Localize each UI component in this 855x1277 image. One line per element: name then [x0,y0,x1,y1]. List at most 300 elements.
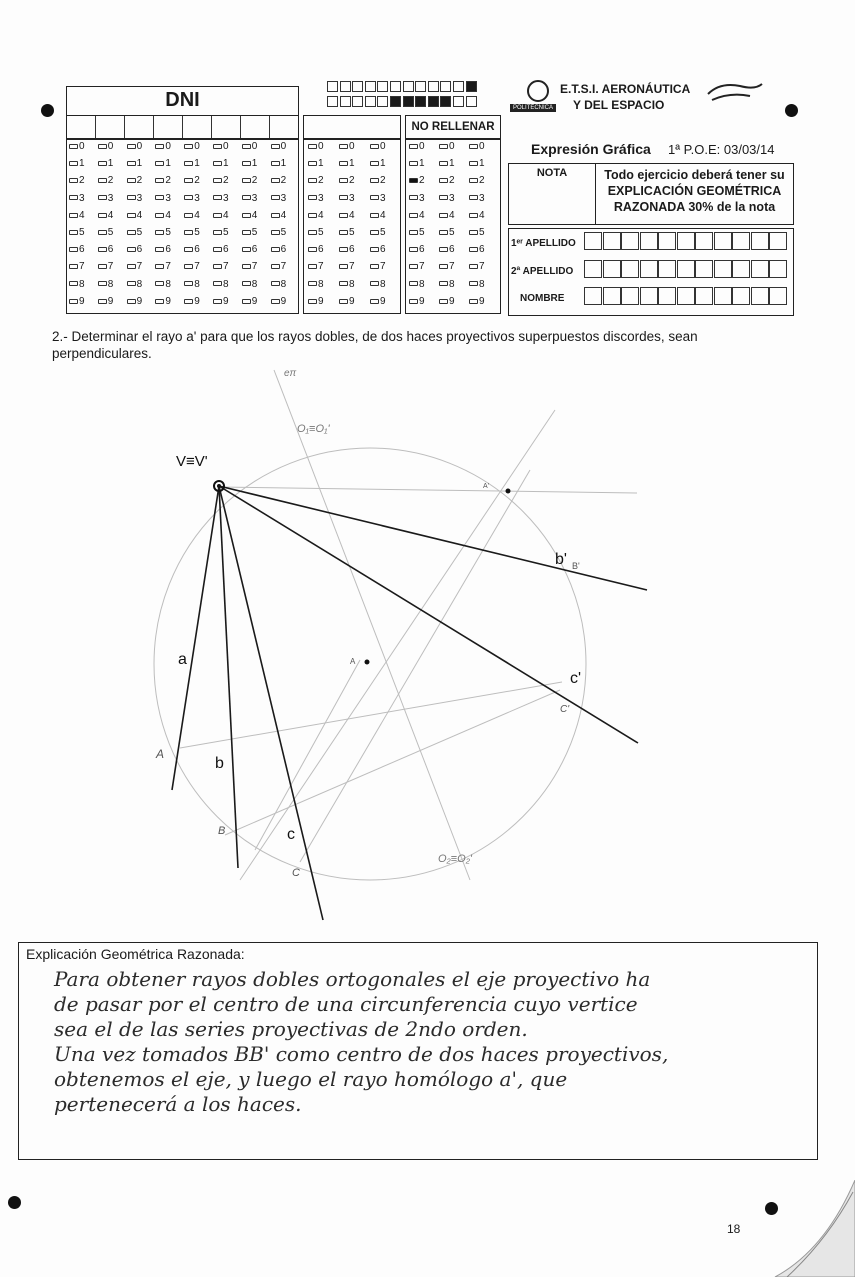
bubble-digit: 3 [251,192,258,204]
digit-bubble[interactable] [439,296,455,307]
digit-bubble[interactable] [439,261,455,272]
name-letter-box[interactable] [751,260,769,278]
name-letter-box[interactable] [677,232,695,250]
digit-bubble[interactable] [469,158,485,169]
digit-bubble[interactable] [308,296,324,307]
bubble-mark [184,161,193,166]
name-letter-box[interactable] [658,287,676,305]
name-letter-box[interactable] [714,287,732,305]
bubble-digit: 5 [449,227,455,238]
digit-bubble[interactable] [308,175,324,186]
bubble-mark [184,264,193,269]
digit-bubble[interactable] [242,296,258,307]
digit-bubble[interactable] [98,261,114,272]
barcode-cell [390,96,401,107]
bubble-digit: 9 [251,295,258,307]
bubble-digit: 5 [223,227,229,238]
bubble-digit: 0 [349,141,355,152]
bubble-digit: 9 [380,295,386,307]
geometry-drawing [0,360,855,930]
name-letter-box[interactable] [640,232,658,250]
registration-mark [8,1196,21,1209]
dni-input-row[interactable] [66,115,299,139]
digit-bubble[interactable] [184,227,200,238]
digit-bubble[interactable] [98,158,114,169]
digit-bubble[interactable] [184,279,200,290]
bubble-mark [213,247,222,252]
digit-bubble[interactable] [213,296,229,307]
center-point-label: A [350,657,356,666]
digit-bubble[interactable] [127,210,143,221]
explanation-box[interactable] [18,942,818,1160]
bubble-digit: 3 [107,192,114,204]
digit-bubble[interactable] [409,227,425,238]
bubble-digit: 7 [223,261,229,273]
digit-bubble[interactable] [308,193,324,204]
bubble-digit: 6 [449,244,455,256]
digit-bubble[interactable] [271,175,287,186]
digit-bubble[interactable] [339,175,355,186]
name-letter-box[interactable] [584,260,602,278]
page-number: 18 [727,1222,741,1236]
digit-bubble[interactable] [242,158,258,169]
notice-box [595,163,794,225]
bubble-mark [127,144,136,149]
digit-bubble[interactable] [308,158,324,169]
digit-bubble[interactable] [339,279,355,290]
bubble-digit: 8 [79,278,85,290]
digit-bubble[interactable] [184,193,200,204]
digit-bubble[interactable] [370,158,386,169]
name-letter-box[interactable] [732,287,750,305]
bubble-digit: 6 [165,244,171,256]
digit-bubble[interactable] [213,141,229,152]
bubble-mark [242,247,251,252]
digit-bubble[interactable] [370,210,386,221]
digit-bubble[interactable] [184,261,200,272]
bubble-digit: 3 [479,192,485,204]
bubble-mark [339,195,348,200]
digit-bubble[interactable] [469,244,485,255]
digit-bubble[interactable] [98,279,114,290]
name-letter-box[interactable] [732,260,750,278]
digit-bubble[interactable] [155,244,171,255]
bubble-digit: 3 [380,192,386,204]
no-rellenar-header [405,115,501,139]
digit-bubble[interactable] [370,244,386,255]
bubble-mark [308,247,317,252]
digit-bubble[interactable] [69,193,85,204]
ray-a [172,486,219,790]
digit-bubble[interactable] [69,210,85,221]
digit-bubble[interactable] [98,244,114,255]
digit-bubble[interactable] [98,141,114,152]
bubble-digit: 4 [479,209,485,221]
explanation-line: pertenecerá a los haces. [54,1092,302,1116]
bubble-digit: 4 [449,209,455,221]
name-letter-box[interactable] [769,260,787,278]
digit-bubble[interactable] [469,279,485,290]
digit-bubble[interactable] [69,227,85,238]
digit-bubble[interactable] [370,193,386,204]
digit-bubble[interactable] [439,158,455,169]
digit-bubble[interactable] [242,261,258,272]
digit-bubble[interactable] [155,141,171,152]
digit-bubble[interactable] [98,227,114,238]
digit-bubble[interactable] [370,141,386,152]
name-letter-box[interactable] [621,232,639,250]
bubble-digit: 1 [479,158,485,170]
digit-bubble[interactable] [339,227,355,238]
bubble-mark [271,161,280,166]
bubble-mark [409,299,418,304]
digit-bubble[interactable] [439,141,455,152]
digit-bubble[interactable] [469,296,485,307]
digit-bubble[interactable] [271,261,287,272]
digit-bubble[interactable] [370,175,386,186]
university-tag: POLITÉCNICA [510,104,556,112]
digit-bubble[interactable] [271,193,287,204]
barcode-cell [453,96,464,107]
extra-input-row[interactable] [303,115,401,139]
name-letter-box[interactable] [751,232,769,250]
bubble-mark [370,264,379,269]
bubble-mark [339,299,348,304]
bubble-mark [213,264,222,269]
digit-bubble[interactable] [98,210,114,221]
digit-bubble[interactable] [127,279,143,290]
bubble-mark [213,195,222,200]
digit-bubble[interactable] [339,141,355,152]
bubble-mark [98,161,107,166]
dni-digit-grid[interactable] [66,139,299,314]
digit-bubble[interactable] [155,158,171,169]
bubble-digit: 9 [165,295,171,307]
bubble-mark [439,299,448,304]
bubble-mark [370,213,379,218]
digit-bubble[interactable] [184,175,200,186]
digit-bubble[interactable] [184,210,200,221]
bubble-digit: 2 [280,175,287,187]
construction-line [240,410,555,880]
digit-bubble[interactable] [127,158,143,169]
digit-bubble[interactable] [184,244,200,255]
name-letter-box[interactable] [732,232,750,250]
bubble-mark [69,264,78,269]
digit-bubble[interactable] [439,175,455,186]
digit-bubble[interactable] [213,210,229,221]
digit-bubble[interactable] [439,210,455,221]
digit-bubble[interactable] [155,296,171,307]
digit-bubble[interactable] [155,210,171,221]
digit-bubble[interactable] [409,175,425,186]
digit-bubble[interactable] [98,175,114,186]
bubble-mark [439,213,448,218]
barcode-row-2 [327,96,479,108]
bubble-digit: 9 [318,295,324,307]
bubble-mark [339,230,348,235]
bubble-digit: 3 [165,192,171,204]
digit-bubble[interactable] [308,210,324,221]
bubble-mark [409,230,418,235]
bubble-mark [271,144,280,149]
bubble-digit: 5 [280,227,287,238]
bubble-digit: 1 [419,158,425,170]
digit-bubble[interactable] [469,261,485,272]
digit-bubble[interactable] [155,279,171,290]
name-letter-box[interactable] [640,287,658,305]
bubble-mark [155,195,164,200]
bubble-mark [439,195,448,200]
digit-bubble[interactable] [409,158,425,169]
digit-bubble[interactable] [213,261,229,272]
name-letter-box[interactable] [658,260,676,278]
digit-bubble[interactable] [370,296,386,307]
bubble-mark [69,144,78,149]
digit-bubble[interactable] [69,244,85,255]
digit-bubble[interactable] [69,279,85,290]
bubble-mark [69,178,78,183]
digit-bubble[interactable] [409,193,425,204]
digit-bubble[interactable] [98,296,114,307]
barcode-cell [365,96,376,107]
nota-box[interactable] [508,163,596,225]
bubble-digit: 2 [79,175,85,187]
bubble-mark [98,264,107,269]
bubble-digit: 5 [380,227,386,238]
digit-bubble[interactable] [409,210,425,221]
digit-bubble[interactable] [370,227,386,238]
digit-bubble[interactable] [271,210,287,221]
bubble-digit: 8 [349,278,355,290]
digit-bubble[interactable] [127,193,143,204]
digit-bubble[interactable] [242,175,258,186]
digit-bubble[interactable] [308,261,324,272]
digit-bubble[interactable] [271,227,287,238]
name-letter-box[interactable] [769,232,787,250]
digit-bubble[interactable] [370,261,386,272]
bubble-digit: 1 [165,158,171,170]
bubble-mark [308,178,317,183]
digit-bubble[interactable] [69,141,85,152]
barcode-cell [466,81,477,92]
bubble-mark [308,230,317,235]
bubble-mark [184,213,193,218]
digit-bubble[interactable] [409,279,425,290]
digit-bubble[interactable] [339,210,355,221]
name-letter-box[interactable] [677,260,695,278]
digit-bubble[interactable] [271,141,287,152]
bubble-mark [339,144,348,149]
name-letter-box[interactable] [677,287,695,305]
bubble-mark [127,299,136,304]
bubble-mark [370,230,379,235]
bubble-digit: 7 [380,261,386,273]
name-letter-box[interactable] [603,260,621,278]
digit-bubble[interactable] [242,227,258,238]
digit-bubble[interactable] [242,193,258,204]
name-letter-box[interactable] [584,232,602,250]
bubble-mark [184,230,193,235]
bubble-mark [155,264,164,269]
digit-bubble[interactable] [339,244,355,255]
bubble-mark [370,195,379,200]
digit-bubble[interactable] [155,261,171,272]
digit-bubble[interactable] [469,227,485,238]
bubble-digit: 3 [318,192,324,204]
bubble-digit: 9 [419,295,425,307]
digit-bubble[interactable] [469,193,485,204]
name-letter-box[interactable] [751,287,769,305]
digit-bubble[interactable] [370,279,386,290]
bubble-digit: 4 [194,209,200,221]
bubble-mark [155,230,164,235]
name-letter-box[interactable] [695,287,713,305]
digit-bubble[interactable] [127,296,143,307]
name-letter-box[interactable] [584,287,602,305]
name-letter-box[interactable] [714,232,732,250]
barcode-row-1 [327,81,479,93]
point-b-label: B [218,825,226,837]
bubble-digit: 9 [136,295,143,307]
digit-bubble[interactable] [469,175,485,186]
name-letter-box[interactable] [640,260,658,278]
bubble-digit: 4 [165,209,171,221]
name-letter-box[interactable] [769,287,787,305]
digit-bubble[interactable] [469,210,485,221]
digit-bubble[interactable] [213,244,229,255]
digit-bubble[interactable] [213,227,229,238]
bubble-mark [184,195,193,200]
bubble-digit: 6 [380,244,386,256]
bubble-digit: 2 [380,175,386,187]
digit-bubble[interactable] [242,244,258,255]
digit-bubble[interactable] [127,244,143,255]
bubble-digit: 2 [136,175,143,187]
bubble-mark [409,247,418,252]
digit-bubble[interactable] [339,296,355,307]
bubble-digit: 0 [380,141,386,152]
bubble-digit: 8 [419,278,425,290]
digit-bubble[interactable] [271,244,287,255]
digit-bubble[interactable] [469,141,485,152]
digit-bubble[interactable] [127,175,143,186]
digit-bubble[interactable] [242,141,258,152]
name-letter-box[interactable] [603,287,621,305]
digit-bubble[interactable] [439,193,455,204]
digit-bubble[interactable] [69,296,85,307]
bubble-digit: 8 [223,278,229,290]
digit-bubble[interactable] [271,158,287,169]
bubble-digit: 4 [251,209,258,221]
horizontal-construction-line [218,487,637,493]
digit-bubble[interactable] [439,227,455,238]
bubble-mark [439,230,448,235]
name-letter-box[interactable] [621,287,639,305]
digit-bubble[interactable] [184,141,200,152]
digit-bubble[interactable] [69,175,85,186]
bubble-mark [184,247,193,252]
digit-bubble[interactable] [308,279,324,290]
digit-bubble[interactable] [409,141,425,152]
name-letter-box[interactable] [714,260,732,278]
bubble-mark [213,144,222,149]
bubble-mark [409,281,418,286]
bubble-mark [127,281,136,286]
digit-bubble[interactable] [127,227,143,238]
digit-bubble[interactable] [308,141,324,152]
digit-bubble[interactable] [98,193,114,204]
digit-bubble[interactable] [409,296,425,307]
digit-bubble[interactable] [409,261,425,272]
digit-bubble[interactable] [213,158,229,169]
bubble-mark [69,161,78,166]
bubble-digit: 9 [479,295,485,307]
digit-bubble[interactable] [184,158,200,169]
extra-digit-grid[interactable] [303,139,401,314]
bubble-digit: 8 [380,278,386,290]
bubble-mark [469,264,478,269]
bubble-mark [469,230,478,235]
name-letter-box[interactable] [658,232,676,250]
name-letter-box[interactable] [621,260,639,278]
bubble-digit: 7 [280,261,287,273]
digit-bubble[interactable] [339,158,355,169]
digit-bubble[interactable] [213,175,229,186]
digit-bubble[interactable] [213,193,229,204]
bubble-mark [409,178,418,183]
digit-bubble[interactable] [339,261,355,272]
digit-bubble[interactable] [242,279,258,290]
bubble-mark [409,264,418,269]
digit-bubble[interactable] [127,261,143,272]
dni-header [66,86,299,116]
digit-bubble[interactable] [439,279,455,290]
digit-bubble[interactable] [339,193,355,204]
digit-bubble[interactable] [308,244,324,255]
bubble-digit: 9 [79,295,85,307]
digit-bubble[interactable] [184,296,200,307]
point-a-prime [506,489,511,494]
digit-bubble[interactable] [242,210,258,221]
digit-bubble[interactable] [213,279,229,290]
name-letter-box[interactable] [695,260,713,278]
digit-bubble[interactable] [127,141,143,152]
digit-bubble[interactable] [271,279,287,290]
digit-bubble[interactable] [271,296,287,307]
bubble-digit: 4 [107,209,114,221]
explanation-line: de pasar por el centro de una circunferencia cuyo vertice [54,992,638,1016]
digit-bubble[interactable] [308,227,324,238]
digit-bubble[interactable] [439,244,455,255]
bubble-mark [213,299,222,304]
barcode-cell [403,81,414,92]
bubble-mark [271,264,280,269]
name-letter-box[interactable] [695,232,713,250]
digit-bubble[interactable] [155,227,171,238]
bubble-mark [271,247,280,252]
digit-bubble[interactable] [409,244,425,255]
name-letter-box[interactable] [603,232,621,250]
bubble-digit: 6 [251,244,258,256]
digit-bubble[interactable] [69,261,85,272]
bubble-mark [213,230,222,235]
explanation-line: sea el de las series proyectivas de 2ndo orden. [54,1017,528,1041]
digit-bubble[interactable] [155,175,171,186]
digit-bubble[interactable] [155,193,171,204]
bubble-digit: 8 [449,278,455,290]
digit-bubble[interactable] [69,158,85,169]
